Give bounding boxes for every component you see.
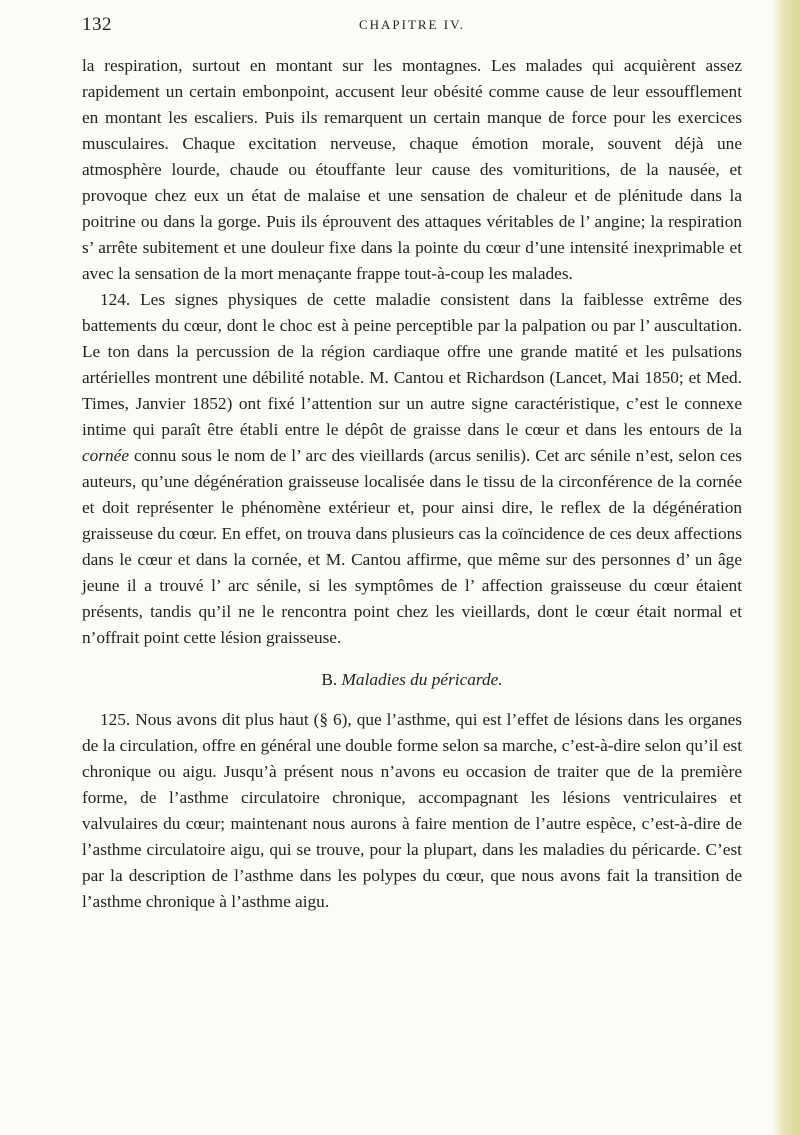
paragraph-124-part-a: 124. Les signes physiques de cette maladie consistent dans la faiblesse extrême des battements du cœur, dont le choc est à peine perceptible par la palpation ou par l’ auscultation. Le ton dans la percussion de la région cardiaque offre une grande matité et les pulsations artérielles montrent une débilité notable. M. Cantou et Richardson (Lancet, Mai 1850; et Med. Times, Janvier 1852) ont fixé l’attention sur un autre signe caractéristique, c’est le connexe intime qui paraît être établi entre le dépôt de graisse dans le cœur et dans les entours de la [82,290,742,439]
section-heading-prefix: B. [321,670,338,689]
section-heading-title: Maladies du péricarde. [341,670,503,689]
page-header [82,14,742,38]
section-heading [82,667,742,693]
running-head: CHAPITRE IV. [358,17,466,32]
page-edge-shadow [772,0,800,1135]
paragraph-124-part-b: connu sous le nom de l’ arc des vieillards (arcus senilis). Cet arc sénile n’est, selon ces auteurs, qu’une dégénération graisseuse localisée dans le tissu de la circonférence de la cornée et doit représenter le phénomène extérieur et, pour ainsi dire, le reflex de la dégénération graisseuse du cœur. En effet, on trouva dans plusieurs cas la coïncidence de ces deux affections dans le cœur et dans la cornée, et M. Cantou affirme, que même sur des personnes d’ un âge jeune il a trouvé l’ arc sénile, si les symptômes de l’ affection graisseuse du cœur étaient présents, tandis qu’il ne le rencontra point chez les vieillards, dont le cœur était normal et n’offrait point cette lésion graisseuse. [82,446,742,647]
paragraph-continuation: la respiration, surtout en montant sur les montagnes. Les malades qui acquièrent assez rapidement un certain embonpoint, accusent leur obésité comme cause de leur essoufflement en montant les escaliers. Puis ils remarquent un certain manque de force pour les exercices musculaires. Chaque excitation nerveuse, chaque émotion morale, souvent déjà une atmosphère lourde, chaude ou étouffante leur cause des vomituritions, de la nausée, et provoque chez eux un état de malaise et une sensation de chaleur et de plénitude dans la poitrine ou dans la gorge. Puis ils éprouvent des attaques véritables de l’ angine; la respiration s’ arrête subitement et une douleur fixe dans la pointe du cœur d’une intensité inexprimable et avec la sensation de la mort menaçante frappe tout-à-coup les malades. [82,56,742,283]
paragraph-125: 125. Nous avons dit plus haut (§ 6), que l’asthme, qui est l’effet de lésions dans les organes de la circulation, offre en général une double forme selon sa marche, c’est-à-dire selon qu’il est chronique ou aigu. Jusqu’à présent nous n’avons eu occasion de traiter que de la première forme, de l’asthme circulatoire chronique, accompagnant les lésions ventriculaires et valvulaires du cœur; maintenant nous aurons à faire mention de l’autre espèce, c’est-à-dire de l’asthme circulatoire aigu, qui se trouve, pour la plupart, dans les maladies du péricarde. C’est par la description de l’asthme dans les polypes du cœur, que nous avons fait la transition de l’asthme chronique à l’asthme aigu. [82,710,742,911]
page-number: 132 [82,14,112,35]
paragraph-124 [82,287,742,651]
italic-term-cornee: cornée [82,446,130,465]
body-text [82,53,742,915]
